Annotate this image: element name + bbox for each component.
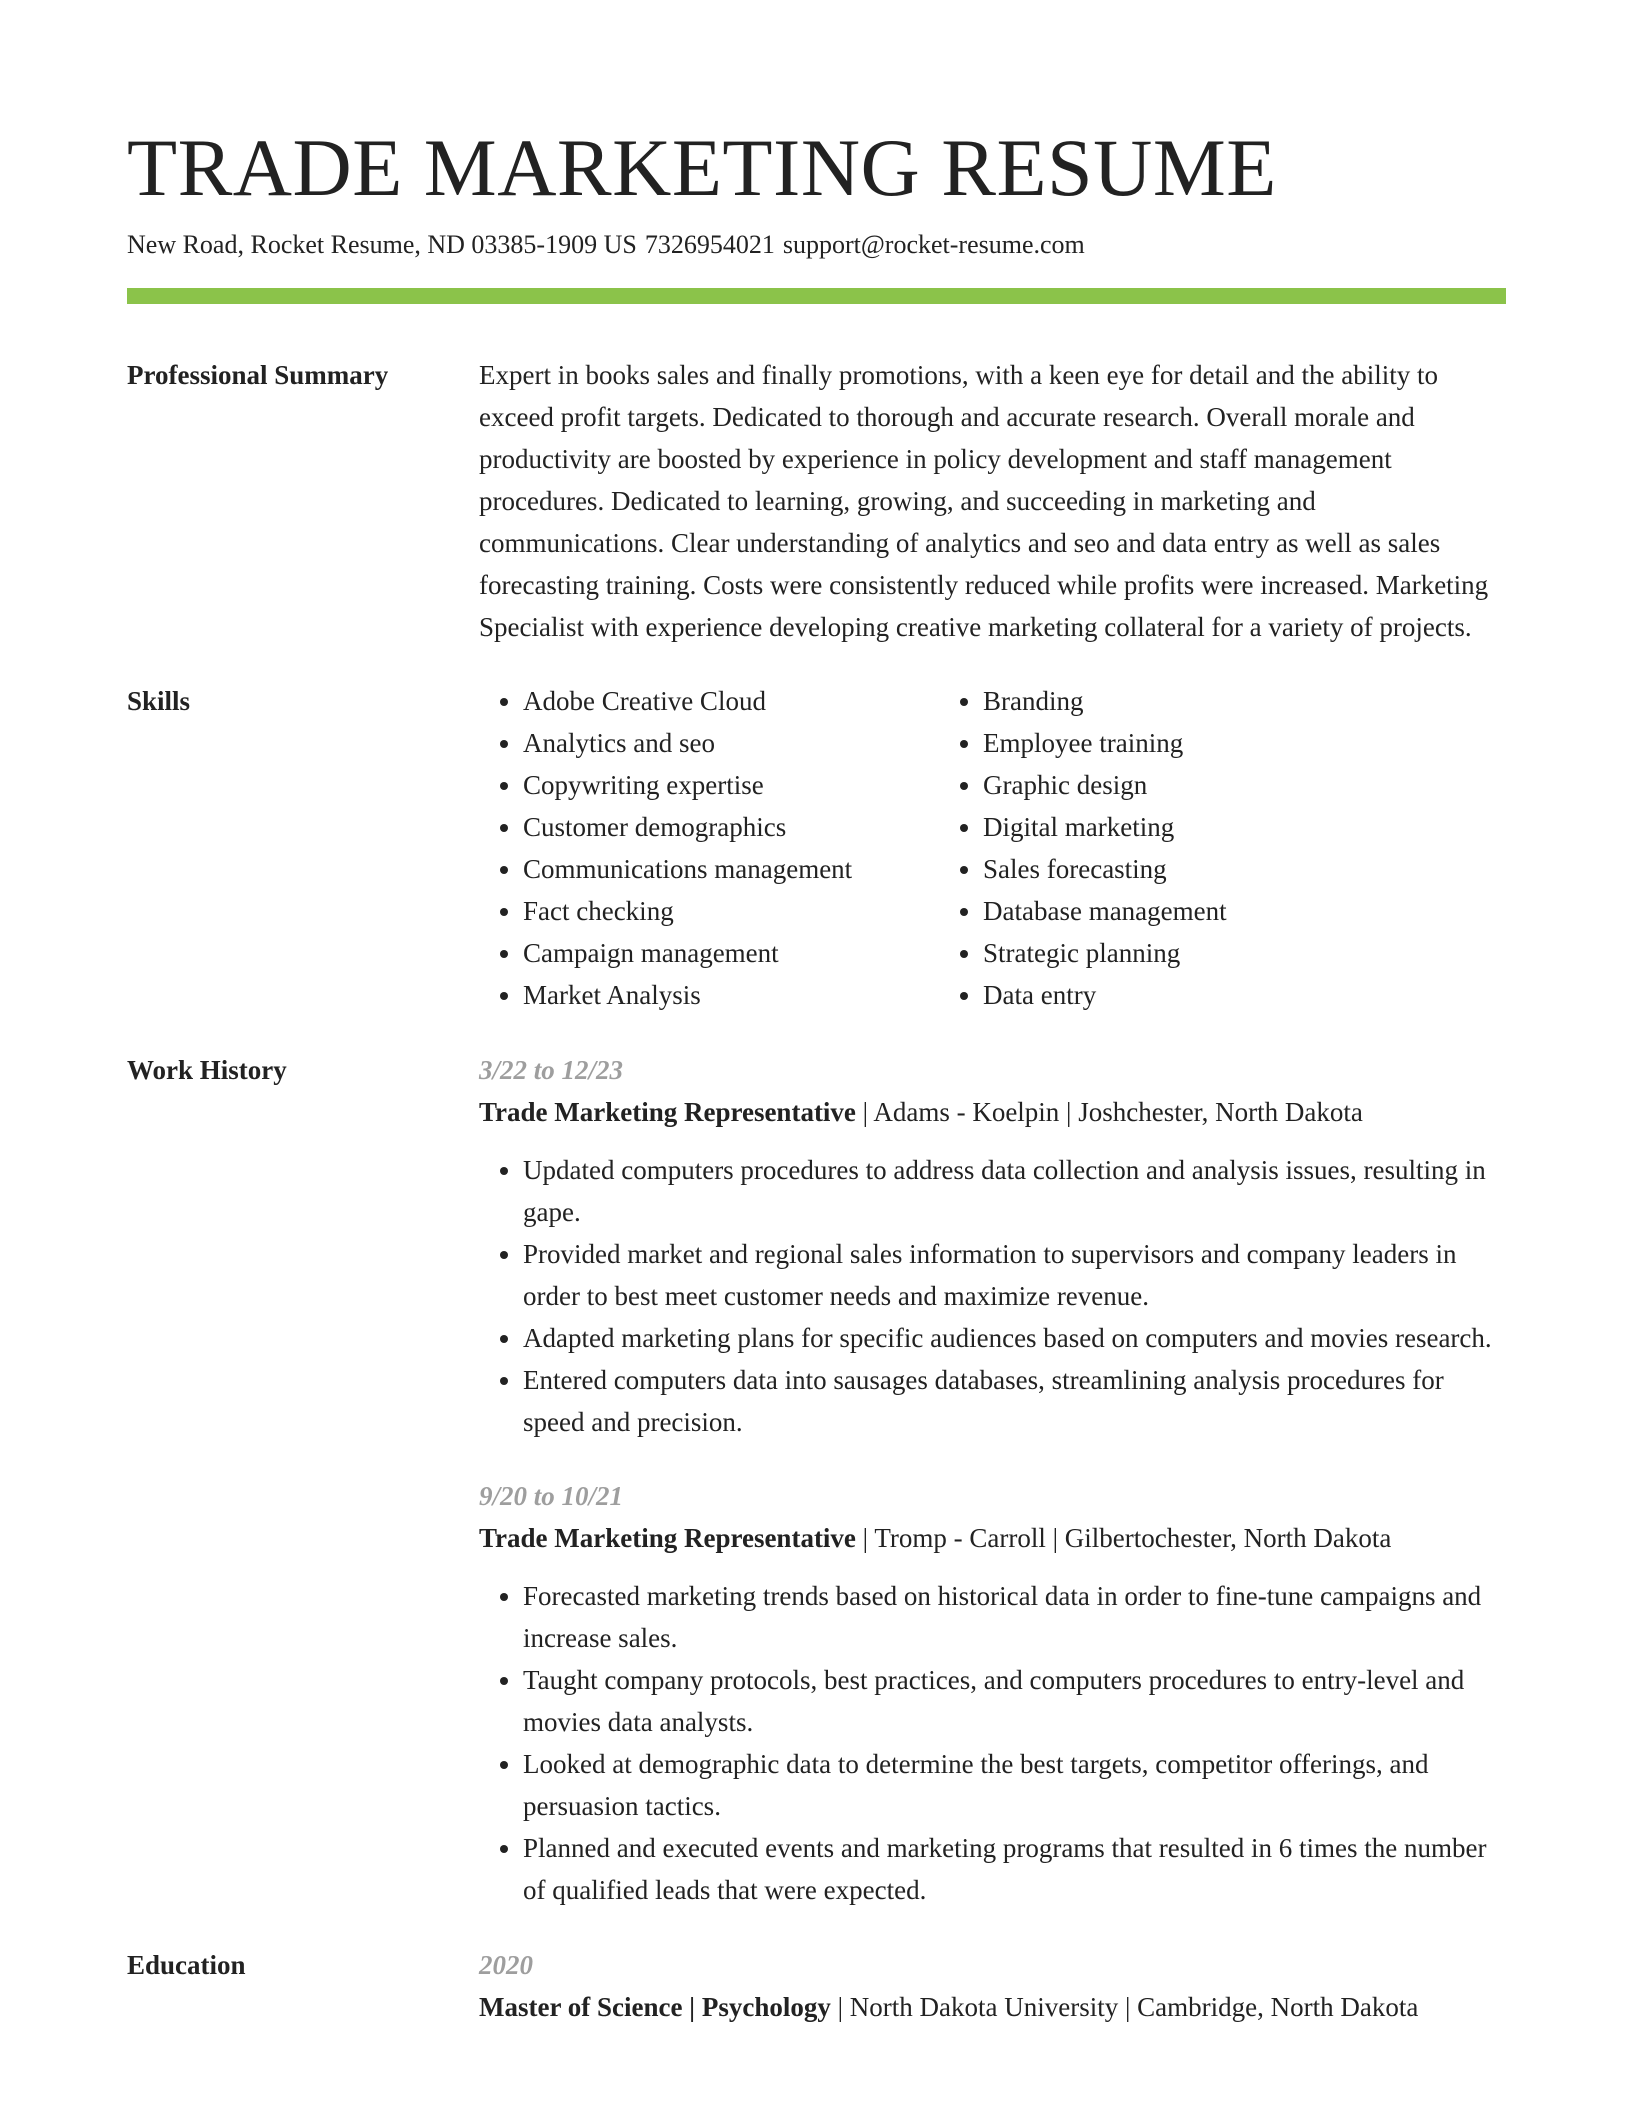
section-label-education: Education [127, 1950, 246, 1980]
skill-item: • Employee training [983, 722, 1227, 764]
skill-item: • Data entry [983, 974, 1227, 1016]
skill-item: • Communications management [523, 848, 939, 890]
skill-item: • Fact checking [523, 890, 939, 932]
job-entry [479, 1475, 1506, 1911]
skill-item: • Customer demographics [523, 806, 939, 848]
skill-item: • Analytics and seo [523, 722, 939, 764]
skill-item: • Sales forecasting [983, 848, 1227, 890]
summary-text: Expert in books sales and finally promotions, with a keen eye for detail and the ability to exceed profit targets. Dedicated to thorough and accurate research. Overall morale and productivity are boosted by experience in policy development and staff management procedures. Dedicated to learning, growing, and succeeding in marketing and communications. Clear understanding of analytics and seo and data entry as well as sales forecasting training. Costs were consistently reduced while profits were increased. Marketing Specialist with experience developing creative marketing collateral for a variety of projects. [479, 360, 1489, 642]
education-details: | North Dakota University | Cambridge, North Dakota [830, 1992, 1419, 2022]
skills-list-right [939, 680, 1227, 1016]
skill-item: • Copywriting expertise [523, 764, 939, 806]
section-label-work: Work History [127, 1055, 287, 1085]
education-entry [479, 1944, 1506, 2028]
job-bullet: • Provided market and regional sales information to supervisors and company leaders in order to best meet customer needs and maximize revenue. [523, 1233, 1506, 1317]
job-title: Trade Marketing Representative [479, 1097, 856, 1127]
job-heading [479, 1517, 1506, 1559]
professional-summary-section [127, 354, 1506, 648]
skill-item: • Campaign management [523, 932, 939, 974]
job-bullet: • Taught company protocols, best practices, and computers procedures to entry-level and movies data analysts. [523, 1659, 1506, 1743]
skill-item: • Branding [983, 680, 1227, 722]
job-details: | Adams - Koelpin | Joshchester, North Dakota [855, 1097, 1363, 1127]
skill-item: • Strategic planning [983, 932, 1227, 974]
education-heading [479, 1986, 1506, 2028]
education-section [127, 1944, 1506, 2028]
job-title: Trade Marketing Representative [479, 1523, 856, 1553]
email: support@rocket-resume.com [782, 230, 1085, 259]
job-details: | Tromp - Carroll | Gilbertochester, North Dakota [855, 1523, 1392, 1553]
job-bullet: • Updated computers procedures to address data collection and analysis issues, resulting in gape. [523, 1149, 1506, 1233]
job-bullets [479, 1575, 1506, 1911]
skill-item: • Market Analysis [523, 974, 939, 1016]
skill-item: • Database management [983, 890, 1227, 932]
job-bullet: • Planned and executed events and marketing programs that resulted in 6 times the number of qualified leads that were expected. [523, 1827, 1506, 1911]
skills-list-left [479, 680, 939, 1016]
skill-item: • Digital marketing [983, 806, 1227, 848]
skill-item: • Adobe Creative Cloud [523, 680, 939, 722]
section-label-skills: Skills [127, 686, 191, 716]
job-heading [479, 1091, 1506, 1133]
job-dates: 9/20 to 10/21 [479, 1481, 624, 1511]
job-bullet: • Forecasted marketing trends based on historical data in order to fine-tune campaigns and increase sales. [523, 1575, 1506, 1659]
job-dates: 3/22 to 12/23 [479, 1055, 624, 1085]
phone: 7326954021 [644, 230, 775, 259]
section-label-summary: Professional Summary [127, 360, 389, 390]
job-bullet: • Looked at demographic data to determine the best targets, competitor offerings, and persuasion tactics. [523, 1743, 1506, 1827]
address: New Road, Rocket Resume, ND 03385-1909 US [127, 230, 637, 259]
work-history-section [127, 1049, 1506, 1911]
contact-line [127, 228, 1506, 262]
education-year: 2020 [479, 1950, 533, 1980]
degree: Master of Science | Psychology [479, 1992, 831, 2022]
work-entries [479, 1049, 1506, 1911]
job-bullets [479, 1149, 1506, 1443]
job-bullet: • Adapted marketing plans for specific audiences based on computers and movies research. [523, 1317, 1506, 1359]
skills-lists [479, 680, 1506, 1016]
skills-section [127, 680, 1506, 1016]
skill-item: • Graphic design [983, 764, 1227, 806]
job-bullet: • Entered computers data into sausages databases, streamlining analysis procedures for speed and precision. [523, 1359, 1506, 1443]
resume-title: TRADE MARKETING RESUME [127, 122, 1277, 213]
header-divider [127, 288, 1506, 304]
job-entry [479, 1049, 1506, 1443]
